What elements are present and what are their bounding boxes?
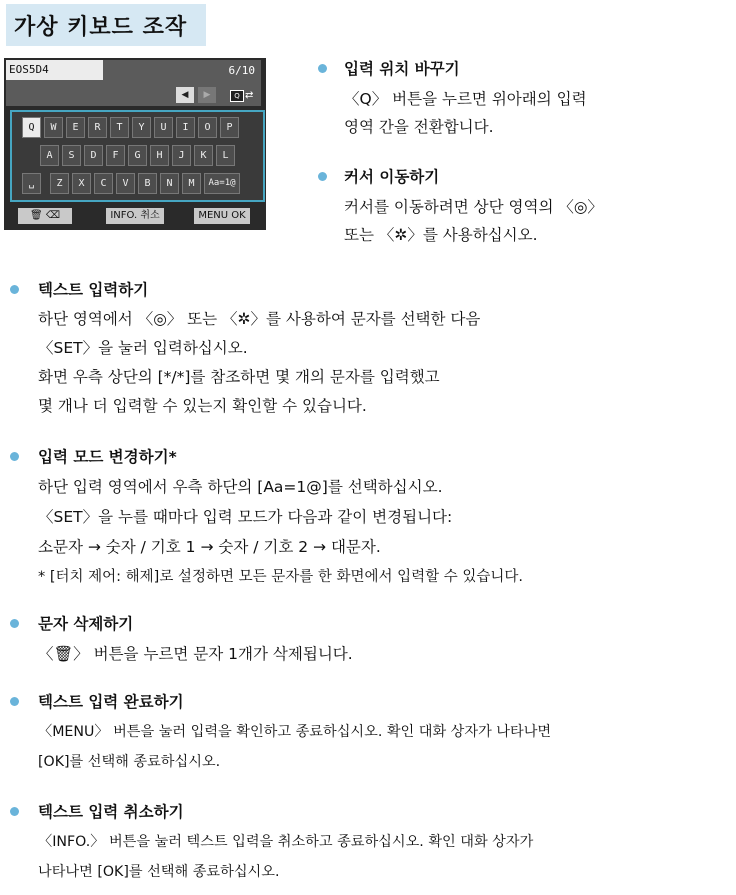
side-text: 〈Q〉 버튼을 누르면 위아래의 입력 bbox=[344, 90, 587, 108]
bullet-icon bbox=[318, 64, 327, 73]
bullet-icon bbox=[10, 807, 19, 816]
side-text: 커서를 이동하려면 상단 영역의 〈◎〉 bbox=[344, 198, 603, 216]
key-f[interactable]: F bbox=[106, 145, 125, 166]
cursor-left-button[interactable]: ◀ bbox=[176, 87, 194, 103]
section-heading: 텍스트 입력하기 bbox=[38, 281, 149, 299]
key-k[interactable]: K bbox=[194, 145, 213, 166]
key-e[interactable]: E bbox=[66, 117, 85, 138]
section-text: 몇 개나 더 입력할 수 있는지 확인할 수 있습니다. bbox=[38, 397, 367, 415]
section-text: 소문자 → 숫자 / 기호 1 → 숫자 / 기호 2 → 대문자. bbox=[38, 538, 381, 556]
char-counter: 6/10 bbox=[228, 64, 255, 77]
section-heading: 텍스트 입력 취소하기 bbox=[38, 803, 184, 821]
key-q[interactable]: Q bbox=[22, 117, 41, 138]
side-text: 또는 〈✲〉를 사용하십시오. bbox=[344, 226, 538, 244]
key-l[interactable]: L bbox=[216, 145, 235, 166]
key-z[interactable]: Z bbox=[50, 173, 69, 194]
section-text: 화면 우측 상단의 [*/*]를 참조하면 몇 개의 문자를 입력했고 bbox=[38, 368, 440, 386]
menu-ok-button[interactable]: MENU OK bbox=[194, 208, 250, 224]
cursor-right-button[interactable]: ▶ bbox=[198, 87, 216, 103]
bullet-icon bbox=[318, 172, 327, 181]
key-g[interactable]: G bbox=[128, 145, 147, 166]
section-text: 〈SET〉을 눌러 입력하십시오. bbox=[38, 339, 248, 357]
key-h[interactable]: H bbox=[150, 145, 169, 166]
side-heading: 커서 이동하기 bbox=[344, 168, 440, 186]
key-v[interactable]: V bbox=[116, 173, 135, 194]
section-heading: 입력 모드 변경하기* bbox=[38, 448, 177, 466]
screen-button-bar bbox=[4, 203, 266, 230]
side-text: 영역 간을 전환합니다. bbox=[344, 118, 494, 136]
key-s[interactable]: S bbox=[62, 145, 81, 166]
section-text: 하단 입력 영역에서 우측 하단의 [Aa=1@]를 선택하십시오. bbox=[38, 478, 443, 496]
swap-icon: ⇄ bbox=[245, 90, 254, 101]
bullet-icon bbox=[10, 697, 19, 706]
key-o[interactable]: O bbox=[198, 117, 217, 138]
bullet-icon bbox=[10, 285, 19, 294]
side-heading: 입력 위치 바꾸기 bbox=[344, 60, 460, 78]
section-text: 나타나면 [OK]를 선택해 종료하십시오. bbox=[38, 864, 280, 880]
section-text: 〈MENU〉 버튼을 눌러 입력을 확인하고 종료하십시오. 확인 대화 상자가 나타나면 bbox=[38, 724, 552, 740]
key-y[interactable]: Y bbox=[132, 117, 151, 138]
key-b[interactable]: B bbox=[138, 173, 157, 194]
section-heading: 문자 삭제하기 bbox=[38, 615, 134, 633]
delete-button[interactable]: 🗑 ⌫ bbox=[18, 208, 72, 224]
section-footnote: * [터치 제어: 해제]로 설정하면 모든 문자를 한 화면에서 입력할 수 있습니다. bbox=[38, 569, 523, 585]
key-t[interactable]: T bbox=[110, 117, 129, 138]
key-x[interactable]: X bbox=[72, 173, 91, 194]
section-text: [OK]를 선택해 종료하십시오. bbox=[38, 754, 221, 770]
key-j[interactable]: J bbox=[172, 145, 191, 166]
bullet-icon bbox=[10, 619, 19, 628]
q-button-icon: Q bbox=[230, 90, 244, 102]
section-heading: 텍스트 입력 완료하기 bbox=[38, 693, 184, 711]
key-mode-switch[interactable]: Aa=1@ bbox=[204, 173, 240, 194]
bullet-icon bbox=[10, 452, 19, 461]
section-text: 〈SET〉을 누를 때마다 입력 모드가 다음과 같이 변경됩니다: bbox=[38, 508, 453, 526]
section-text: 〈🗑〉 버튼을 누르면 문자 1개가 삭제됩니다. bbox=[38, 645, 353, 663]
key-space[interactable]: ␣ bbox=[22, 173, 41, 194]
text-entry-area bbox=[6, 60, 261, 106]
key-m[interactable]: M bbox=[182, 173, 201, 194]
key-p[interactable]: P bbox=[220, 117, 239, 138]
key-d[interactable]: D bbox=[84, 145, 103, 166]
key-a[interactable]: A bbox=[40, 145, 59, 166]
info-cancel-button[interactable]: INFO. 취소 bbox=[106, 208, 164, 224]
section-text: 〈INFO.〉 버튼을 눌러 텍스트 입력을 취소하고 종료하십시오. 확인 대화 상자가 bbox=[38, 834, 534, 850]
key-w[interactable]: W bbox=[44, 117, 63, 138]
page-title: 가상 키보드 조작 bbox=[14, 15, 188, 40]
key-n[interactable]: N bbox=[160, 173, 179, 194]
key-c[interactable]: C bbox=[94, 173, 113, 194]
key-u[interactable]: U bbox=[154, 117, 173, 138]
text-input[interactable]: EOS5D4 bbox=[6, 60, 103, 80]
key-i[interactable]: I bbox=[176, 117, 195, 138]
camera-screen bbox=[4, 58, 266, 230]
key-r[interactable]: R bbox=[88, 117, 107, 138]
section-text: 하단 영역에서 〈◎〉 또는 〈✲〉를 사용하여 문자를 선택한 다음 bbox=[38, 310, 481, 328]
virtual-keyboard bbox=[10, 110, 265, 202]
